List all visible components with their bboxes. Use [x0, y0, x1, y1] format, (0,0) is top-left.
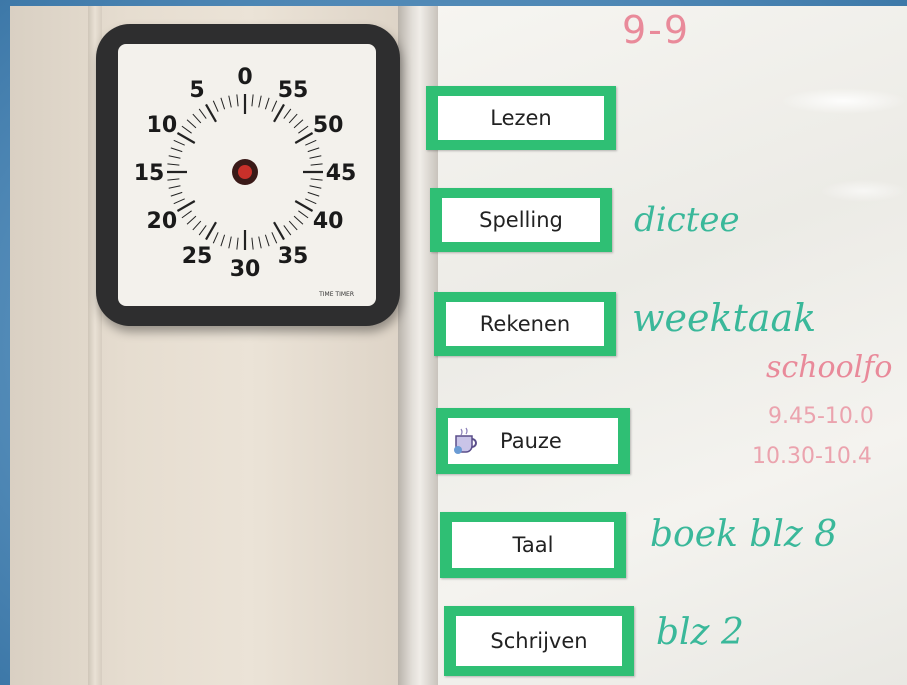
dial-minor-tick	[193, 221, 201, 230]
dial-minor-tick	[193, 114, 201, 123]
date-note: 9-9	[622, 8, 691, 52]
note-time-1: 9.45-10.0	[768, 404, 874, 429]
dial-minor-tick	[182, 211, 192, 218]
dial-minor-tick	[213, 232, 218, 243]
dial-minor-tick	[167, 179, 179, 180]
dial-number: 20	[146, 209, 178, 234]
dial-minor-tick	[229, 96, 231, 108]
note-schoolfoto: schoolfo	[766, 350, 893, 385]
dial-minor-tick	[294, 216, 303, 224]
timer-face	[118, 44, 376, 306]
dial-minor-tick	[289, 114, 297, 123]
dial-minor-tick	[237, 94, 238, 106]
dial-minor-tick	[252, 94, 253, 106]
dial-number: 35	[277, 244, 309, 270]
dial-minor-tick	[252, 238, 253, 250]
dial-minor-tick	[284, 109, 291, 119]
dial-minor-tick	[213, 101, 218, 112]
dial-number: 30	[229, 257, 261, 282]
dial-minor-tick	[169, 156, 181, 158]
dial-minor-tick	[182, 126, 192, 133]
dial-minor-tick	[311, 164, 323, 165]
dial-minor-tick	[169, 186, 181, 188]
dial-number: 10	[146, 113, 178, 138]
dial-minor-tick	[289, 221, 297, 230]
schedule-card-label: Rekenen	[479, 312, 571, 336]
dial-minor-tick	[265, 235, 269, 246]
dial-number: 0	[237, 65, 253, 90]
dial-minor-tick	[171, 192, 182, 196]
light-glare	[820, 180, 907, 202]
dial-minor-tick	[308, 192, 319, 196]
schedule-card-taal	[440, 512, 626, 578]
dial-major-tick	[206, 104, 216, 121]
schedule-card-label: Schrijven	[490, 629, 588, 653]
dial-minor-tick	[272, 232, 277, 243]
dial-minor-tick	[221, 98, 225, 109]
dial-major-tick	[295, 201, 312, 211]
dial-minor-tick	[259, 237, 261, 249]
dial-major-tick	[177, 133, 194, 143]
note-time-2: 10.30-10.4	[752, 444, 872, 469]
timer-center-dot	[238, 165, 252, 179]
dial-minor-tick	[305, 140, 316, 145]
dial-major-tick	[206, 222, 216, 239]
schedule-card-schrijven	[444, 606, 634, 676]
dial-minor-tick	[187, 120, 196, 128]
dial-number: 55	[277, 77, 309, 103]
schedule-card-rekenen	[434, 292, 616, 356]
schedule-card-label: Spelling	[479, 208, 563, 232]
dial-major-tick	[177, 201, 194, 211]
dial-minor-tick	[229, 237, 231, 249]
dial-minor-tick	[310, 156, 322, 158]
schedule-card-label: Pauze	[500, 429, 562, 453]
cup-icon	[452, 426, 482, 456]
dial-minor-tick	[174, 140, 185, 145]
dial-number: 45	[325, 161, 357, 186]
dial-minor-tick	[272, 101, 277, 112]
dial-number: 5	[189, 77, 205, 103]
note-taal: boek blz 8	[650, 514, 838, 555]
dial-minor-tick	[265, 98, 269, 109]
schedule-card-pauze	[436, 408, 630, 474]
light-glare	[780, 88, 907, 114]
dial-minor-tick	[305, 199, 316, 204]
schedule-card-label: Taal	[512, 533, 554, 557]
schedule-card-spelling	[430, 188, 612, 252]
dial-minor-tick	[294, 120, 303, 128]
dial-minor-tick	[171, 148, 182, 152]
note-schrijven: blz 2	[656, 612, 744, 653]
dial-major-tick	[274, 104, 284, 121]
dial-number: 50	[312, 113, 344, 138]
dial-minor-tick	[259, 96, 261, 108]
timer-dial	[118, 44, 376, 306]
note-dictee: dictee	[634, 200, 740, 240]
dial-minor-tick	[199, 225, 206, 235]
dial-minor-tick	[298, 126, 308, 133]
note-weektaak: weektaak	[632, 296, 817, 340]
schedule-card-lezen	[426, 86, 616, 150]
dial-minor-tick	[311, 179, 323, 180]
dial-minor-tick	[284, 225, 291, 235]
schedule-card-label: Lezen	[490, 106, 552, 130]
timer-brand: TIME TIMER	[319, 291, 354, 298]
dial-major-tick	[274, 222, 284, 239]
dial-minor-tick	[167, 164, 179, 165]
dial-number: 15	[133, 161, 165, 186]
dial-minor-tick	[199, 109, 206, 119]
dial-minor-tick	[310, 186, 322, 188]
time-timer-clock	[96, 24, 400, 326]
dial-minor-tick	[187, 216, 196, 224]
dial-minor-tick	[308, 148, 319, 152]
dial-minor-tick	[221, 235, 225, 246]
dial-number: 25	[181, 244, 213, 270]
dial-minor-tick	[298, 211, 308, 218]
dial-minor-tick	[174, 199, 185, 204]
dial-major-tick	[295, 133, 312, 143]
dial-number: 40	[312, 209, 344, 234]
dial-minor-tick	[237, 238, 238, 250]
